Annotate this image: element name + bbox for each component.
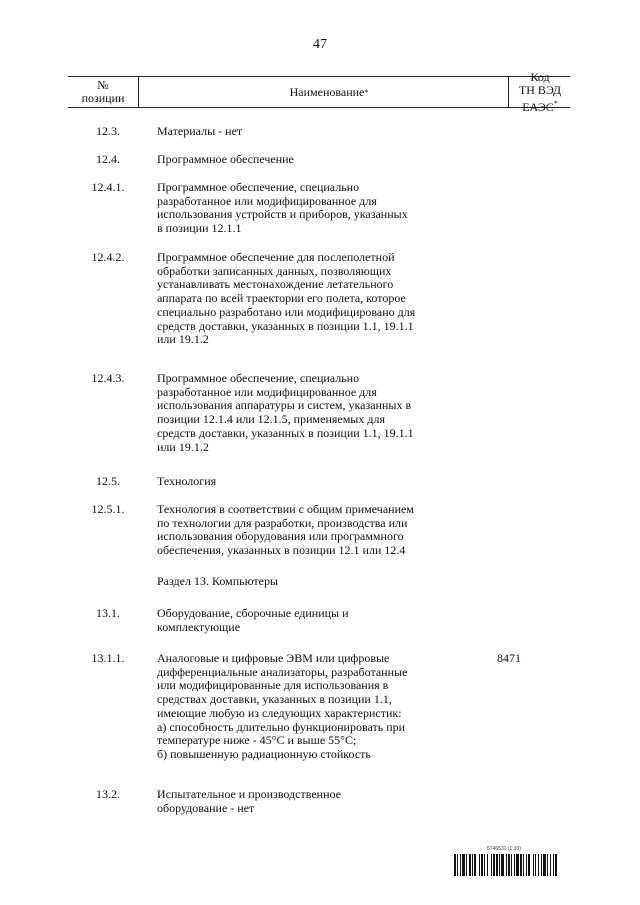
position-number: 12.4.2.	[91, 250, 125, 264]
tn-ved-code: 8471	[497, 651, 521, 665]
barcode-stripe	[533, 854, 534, 876]
page-number: 47	[313, 37, 327, 52]
description-line: температуре ниже - 45°С и выше 55°С;	[157, 733, 357, 748]
barcode-stripe	[553, 854, 554, 876]
description-line: Программное обеспечение, специально	[157, 371, 360, 385]
position-number: 12.3.	[96, 124, 120, 138]
header-name-footnote-mark: *	[364, 87, 369, 97]
header-position-symbol: №	[97, 78, 109, 92]
description-line: в позиции 12.1.1	[157, 221, 242, 236]
position-number: 12.4.	[96, 152, 120, 166]
barcode-stripe	[535, 854, 536, 876]
barcode-stripe	[479, 854, 480, 876]
barcode-stripe	[484, 854, 485, 876]
item-description	[157, 125, 447, 139]
description-line: разработанное или модифицированное для	[157, 384, 377, 399]
description-line: по технологии для разработки, производства или	[157, 515, 408, 530]
position-number: 12.5.	[96, 474, 120, 488]
description-line: обеспечения, указанных в позиции 12.1 или 12.4	[157, 543, 406, 558]
barcode-stripe	[526, 854, 527, 876]
description-line: использования оборудования или программного	[157, 529, 404, 544]
description-line: Испытательное и производственное	[157, 787, 341, 801]
description-line: средств доставки, указанных в позиции 1.1, 19.1.1	[157, 425, 414, 440]
barcode-stripe	[516, 854, 519, 876]
barcode-stripe	[520, 854, 522, 876]
position-number: 12.4.1.	[91, 180, 125, 194]
header-name-label: Наименование	[289, 84, 365, 99]
barcode-label: 5746531 (1.10)	[487, 846, 521, 852]
barcode-stripe	[481, 854, 483, 876]
description-line: Оборудование, сборочные единицы и	[157, 606, 349, 620]
item-description	[157, 372, 447, 454]
barcode-stripe	[508, 854, 510, 876]
barcode-stripe	[528, 854, 530, 876]
item-description	[157, 503, 447, 558]
position-number: 13.1.	[96, 606, 120, 620]
description-line: Программное обеспечение	[157, 152, 294, 166]
barcode-stripe	[538, 854, 539, 876]
description-line: Технология	[157, 474, 217, 488]
description-line: использования аппаратуры и систем, указанных в	[157, 398, 412, 413]
barcode-stripe	[460, 854, 461, 876]
header-code-column	[508, 69, 571, 114]
description-line: обработки записанных данных, позволяющих	[157, 263, 392, 278]
header-code-label: Код	[530, 69, 550, 84]
description-line: или модифицированные для использования в	[157, 678, 389, 693]
item-description	[157, 181, 447, 236]
barcode-stripe	[501, 854, 504, 876]
barcode-stripe	[496, 854, 498, 876]
barcode-stripe	[472, 854, 473, 876]
description-line: комплектующие	[157, 619, 241, 634]
description-line: имеющие любую из следующих характеристик:	[157, 705, 402, 720]
barcode-stripe	[523, 854, 524, 876]
item-description	[157, 475, 447, 489]
barcode-stripe	[511, 854, 512, 876]
barcode-stripe	[487, 854, 488, 876]
barcode-stripe	[462, 854, 465, 876]
header-position-column	[68, 77, 139, 107]
description-line: средствах доставки, указанных в позиции 1.1,	[157, 692, 392, 707]
description-line: позиции 12.1.4 или 12.1.5, применяемых для	[157, 412, 385, 427]
item-description	[157, 607, 447, 634]
barcode-stripe	[474, 854, 476, 876]
item-description	[157, 251, 447, 347]
header-code-footnote-mark: *	[553, 98, 558, 108]
barcode-stripe	[493, 854, 495, 876]
description-line: оборудование - нет	[157, 800, 255, 815]
description-line: б) повышенную радиационную стойкость	[157, 746, 371, 761]
description-line: разработанное или модифицированное для	[157, 193, 377, 208]
barcode-stripe	[543, 854, 546, 876]
description-line: или 19.1.2	[157, 439, 209, 454]
position-number: 12.4.3.	[91, 371, 125, 385]
section-title	[157, 575, 447, 589]
barcode-stripe	[555, 854, 557, 876]
description-line: использования устройств и приборов, указанных	[157, 207, 408, 222]
barcode	[454, 854, 572, 876]
barcode-stripe	[457, 854, 458, 876]
description-line: устанавливать местонахождение летательного	[157, 277, 394, 292]
description-line: специально разработано или модифицировано для	[157, 304, 416, 319]
barcode-stripe	[466, 854, 467, 876]
description-line: Технология в соответствии с общим примечанием	[157, 502, 414, 516]
description-line: или 19.1.2	[157, 332, 209, 347]
barcode-stripe	[469, 854, 471, 876]
position-number: 13.1.1.	[91, 651, 125, 665]
barcode-stripe	[550, 854, 551, 876]
header-code-subtitle: ТН ВЭД ЕАЭС	[518, 82, 562, 114]
barcode-stripe	[499, 854, 500, 876]
position-number: 12.5.1.	[91, 502, 125, 516]
description-line: Программное обеспечение, специально	[157, 180, 360, 194]
header-position-label: позиции	[81, 91, 125, 105]
item-description	[157, 788, 447, 815]
table-header	[68, 69, 570, 114]
description-line: а) способность длительно функционировать при	[157, 719, 406, 734]
description-line: Аналоговые и цифровые ЭВМ или цифровые	[157, 651, 390, 665]
description-line: Программное обеспечение для послеполетной	[157, 250, 395, 264]
position-number: 13.2.	[96, 787, 120, 801]
barcode-stripe	[491, 854, 492, 876]
barcode-stripe	[454, 854, 456, 876]
description-line: Материалы - нет	[157, 124, 243, 138]
description-line: аппарата по всей траектории его полета, которое	[157, 291, 406, 306]
header-name-column	[138, 77, 520, 107]
barcode-stripe	[506, 854, 507, 876]
item-description	[157, 652, 447, 762]
description-line: дифференциальные анализаторы, разработанные	[157, 664, 408, 679]
description-line: средств доставки, указанных в позиции 1.1, 19.1.1	[157, 318, 414, 333]
barcode-stripe	[547, 854, 548, 876]
item-description	[157, 153, 447, 167]
description-line: Раздел 13. Компьютеры	[157, 574, 279, 588]
barcode-stripe	[514, 854, 515, 876]
barcode-stripe	[541, 854, 542, 876]
